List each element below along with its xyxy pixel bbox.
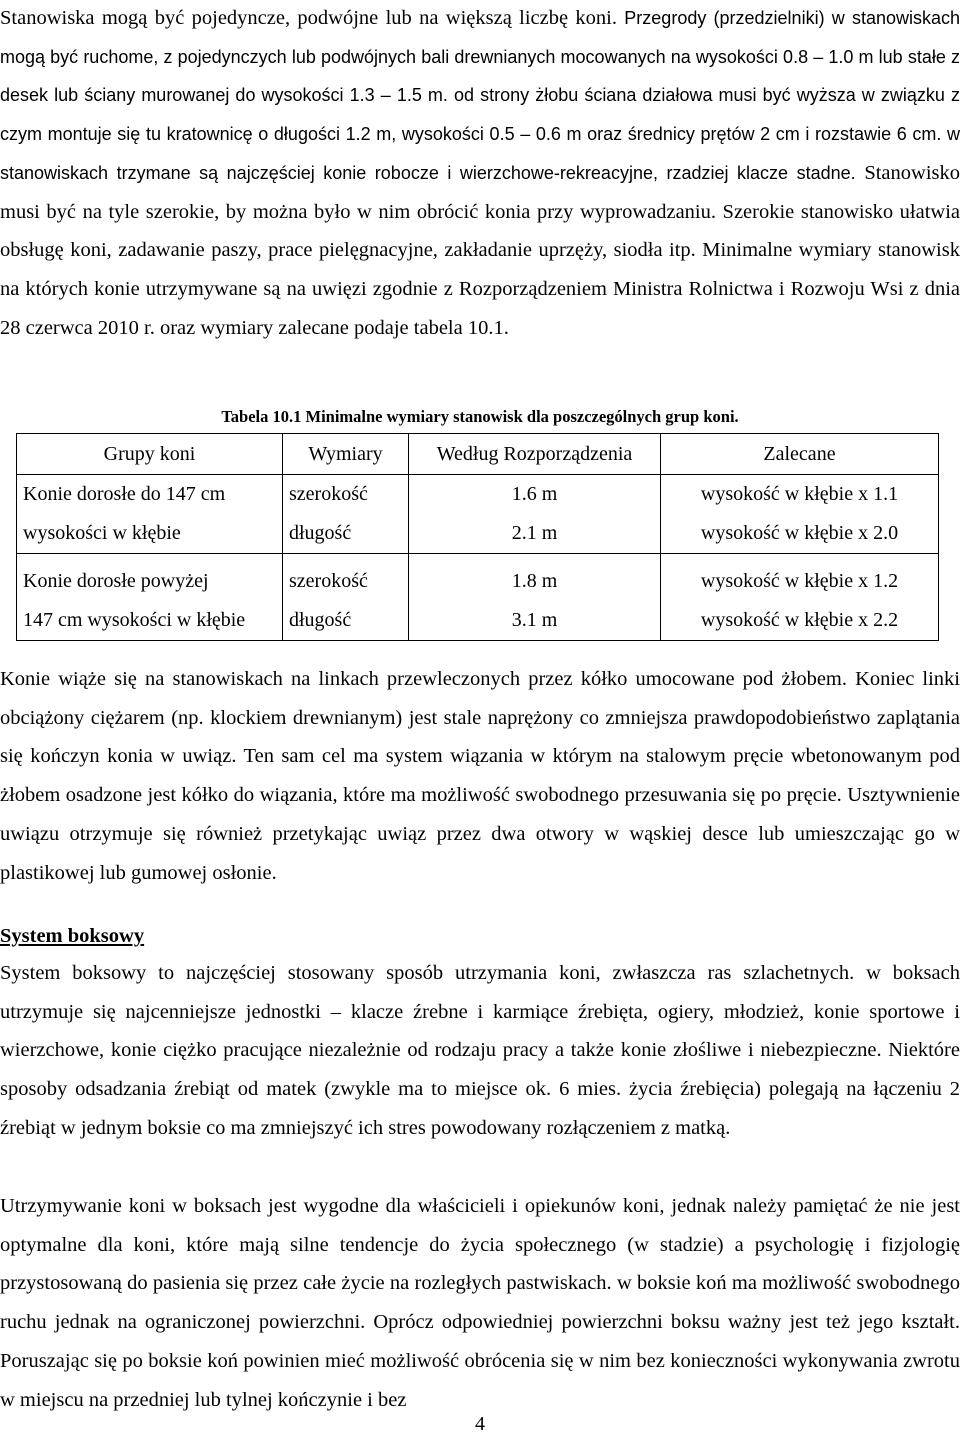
header-regulation: Według Rozporządzenia bbox=[409, 434, 661, 475]
page-number: 4 bbox=[475, 1413, 485, 1435]
section-heading: System boksowy bbox=[0, 925, 145, 947]
intro-paragraph bbox=[0, 0, 960, 347]
regulation-cell: 2.1 m bbox=[409, 514, 661, 554]
header-groups: Grupy koni bbox=[17, 434, 283, 475]
dimension-cell: szerokość bbox=[283, 475, 409, 515]
dimension-cell: długość bbox=[283, 601, 409, 641]
section-paragraph-2: Utrzymywanie koni w boksach jest wygodne dla właścicieli i opiekunów koni, jednak należy pamiętać że nie jest optymalne dla koni, które mają silne tendencje do życia społecznego (w stadzie) a psychologię i fizjologię przystosowaną do pasienia się przez całe życie na rozległych pastwiskach. w boksie koń ma możliwość swobodnego ruchu jednak na ograniczonej powierzchni. Oprócz odpowiedniej powierzchni boksu ważny jest też jego kształt. Poruszając się po boksie koń powinien mieć możliwość obrócenia się w nim bez konieczności wykonywania zwrotu w miejscu na przedniej lub tylnej kończynie i bez bbox=[0, 1195, 960, 1411]
group-label: wysokości w kłębie bbox=[17, 514, 283, 554]
header-dimensions: Wymiary bbox=[283, 434, 409, 475]
section-paragraph-1: System boksowy to najczęściej stosowany sposób utrzymania koni, zwłaszcza ras szlachetnych. w boksach utrzymuje się najcenniejsze jednostki – klacze źrebne i karmiące źrebięta, ogiery, młodzież, konie sportowe i wierzchowe, konie ciężko pracujące niezależnie od rodzaju pracy a także konie złośliwe i niebezpieczne. Niektóre sposoby odsadzania źrebiąt od matek (zwykle ma to miejsce ok. 6 mies. życia źrebięcia) polegają na łączeniu 2 źrebiąt w jednym boksie co ma zmniejszyć ich stres powodowany rozłączeniem z matką. bbox=[0, 962, 960, 1139]
table-row bbox=[17, 514, 939, 554]
recommended-cell: wysokość w kłębie x 2.0 bbox=[661, 514, 939, 554]
regulation-cell: 3.1 m bbox=[409, 601, 661, 641]
recommended-cell: wysokość w kłębie x 1.1 bbox=[661, 475, 939, 515]
stall-dimensions-table bbox=[16, 433, 939, 641]
table-row bbox=[17, 475, 939, 515]
intro-sentence-3: Stanowisko musi być na tyle szerokie, by można było w nim obrócić konia przy wyprowadzaniu. Szerokie stanowisko ułatwia obsługę koni, zadawanie paszy, prace pielęgnacyjne, zakładanie uprzęży, siodła itp. Minimalne wymiary stanowisk na których konie utrzymywane są na uwięzi zgodnie z Rozporządzeniem Ministra Rolnictwa i Rozwoju Wsi z dnia 28 czerwca 2010 r. oraz wymiary zalecane podaje tabela 10.1. bbox=[0, 161, 960, 339]
table-row bbox=[17, 601, 939, 641]
recommended-cell: wysokość w kłębie x 2.2 bbox=[661, 601, 939, 641]
dimension-cell: szerokość bbox=[283, 554, 409, 602]
intro-sentence-2: Przegrody (przedzielniki) w stanowiskach mogą być ruchome, z pojedynczych lub podwójnych bali drewnianych mocowanych na wysokości 0.8 – 1.0 m lub stałe z desek lub ściany murowanej do wysokości 1.3 – 1.5 m. od strony żłobu ściana działowa musi być wyższa w związku z czym montuje się tu kratownicę o długości 1.2 m, wysokości 0.5 – 0.6 m oraz średnicy prętów 2 cm i rozstawie 6 cm. w stanowiskach trzymane są najczęściej konie robocze i wierzchowe-rekreacyjne, rzadziej klacze stadne. bbox=[0, 8, 960, 183]
intro-sentence-1: Stanowiska mogą być pojedyncze, podwójne lub na większą liczbę koni. bbox=[0, 7, 617, 29]
table-row bbox=[17, 554, 939, 602]
table-caption: Tabela 10.1 Minimalne wymiary stanowisk dla poszczególnych grup koni. bbox=[221, 407, 739, 426]
table-header-row bbox=[17, 434, 939, 475]
header-recommended: Zalecane bbox=[661, 434, 939, 475]
tethering-paragraph: Konie wiąże się na stanowiskach na linkach przewleczonych przez kółko umocowane pod żłobem. Koniec linki obciążony ciężarem (np. klockiem drewnianym) jest stale naprężony co zmniejsza prawdopodobieństwo zaplątania się kończyn konia w uwiąz. Ten sam cel ma system wiązania w którym na stalowym pręcie wbetonowanym pod żłobem osadzone jest kółko do wiązania, które ma możliwość swobodnego przesuwania się po pręcie. Usztywnienie uwiązu otrzymuje się również przetykając uwiąz przez dwa otwory w wąskiej desce lub umieszczając go w plastikowej lub gumowej osłonie. bbox=[0, 668, 960, 884]
group-label: 147 cm wysokości w kłębie bbox=[17, 601, 283, 641]
regulation-cell: 1.6 m bbox=[409, 475, 661, 515]
group-label: Konie dorosłe do 147 cm bbox=[17, 475, 283, 515]
recommended-cell: wysokość w kłębie x 1.2 bbox=[661, 554, 939, 602]
group-label: Konie dorosłe powyżej bbox=[17, 554, 283, 602]
dimension-cell: długość bbox=[283, 514, 409, 554]
regulation-cell: 1.8 m bbox=[409, 554, 661, 602]
